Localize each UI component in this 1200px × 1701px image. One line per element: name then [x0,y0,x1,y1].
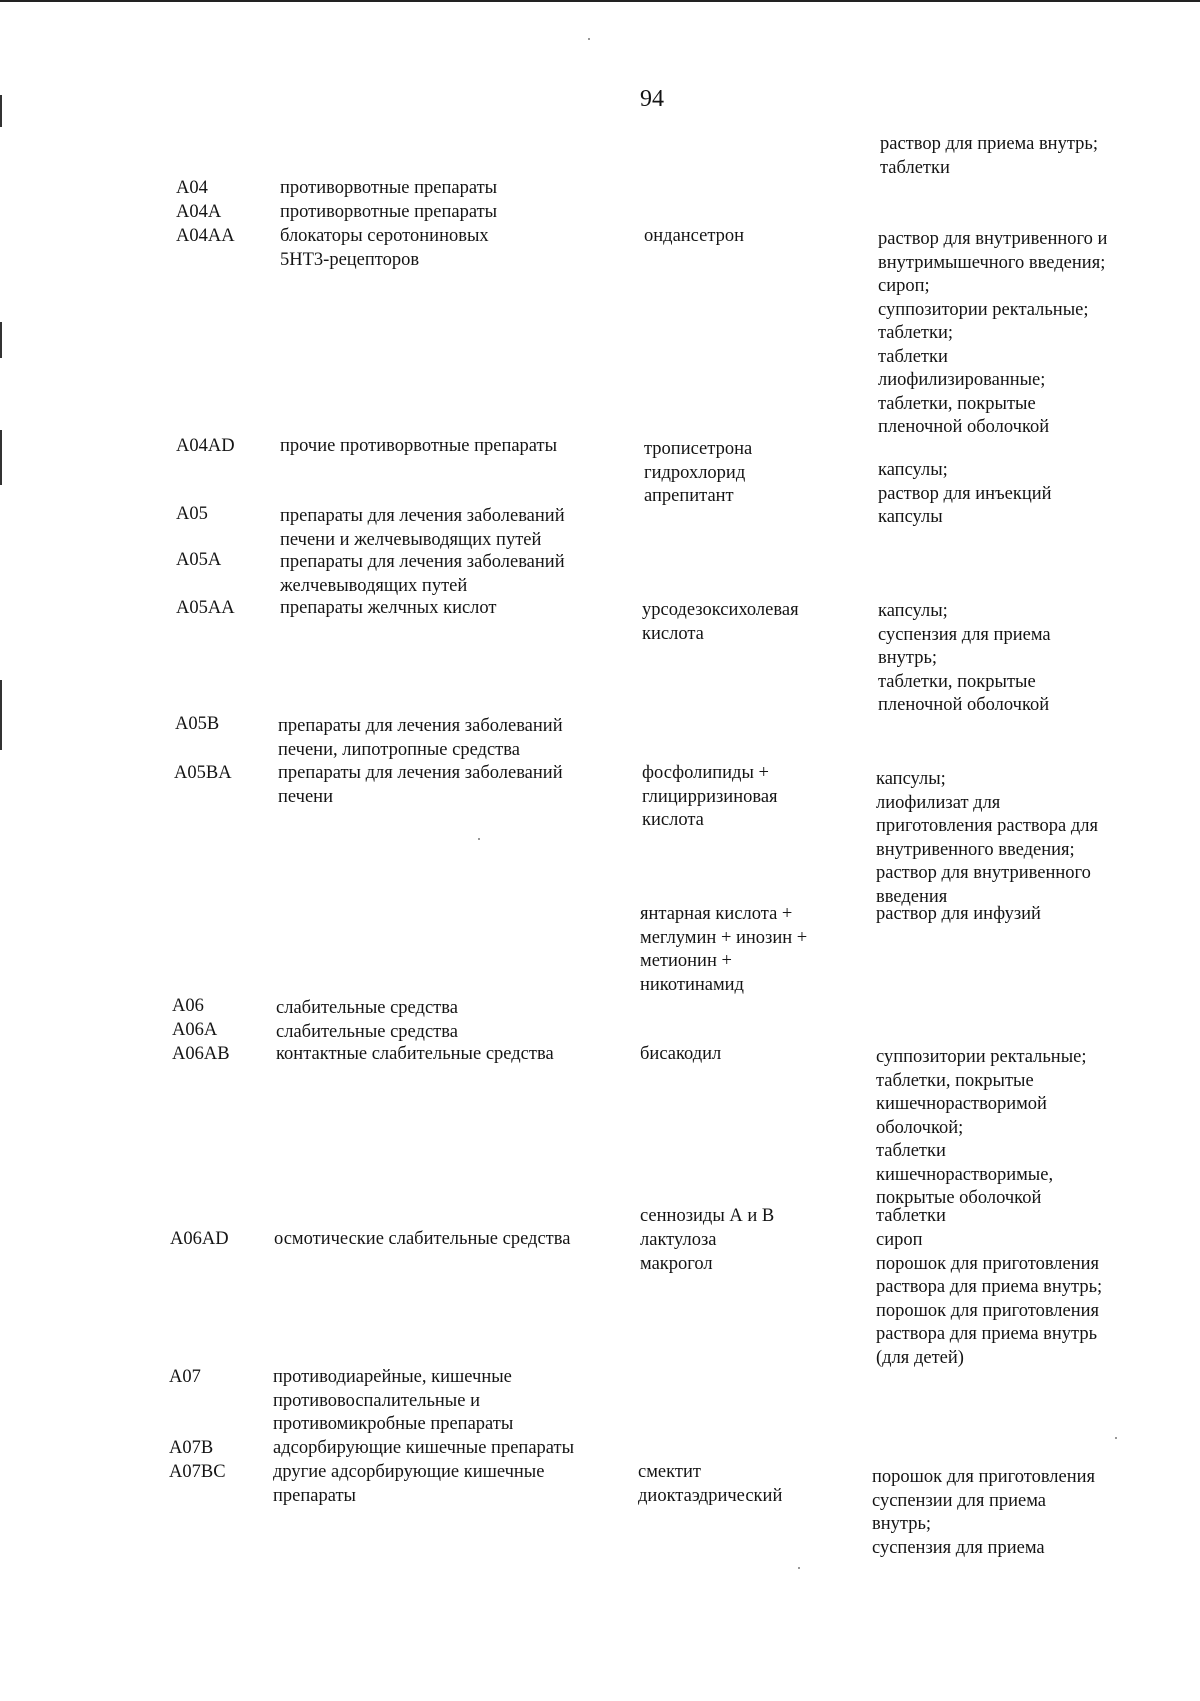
substance-name: сеннозиды А и В [640,1206,775,1226]
atc-group-name-line: препараты для лечения заболеваний [278,716,563,736]
atc-code: A04AA [176,226,235,246]
atc-group-name-line: 5HT3-рецепторов [280,249,420,270]
dosage-form-line: пленочной оболочкой [878,695,1050,715]
substance-name-line: гидрохлорид [644,462,746,483]
substance-name: бисакодил [640,1044,722,1064]
dosage-form-line: раствор для внутривенного и [878,229,1108,249]
top-edge-rule [0,0,1200,2]
dosage-form-line: приготовления раствора для [876,816,1098,836]
atc-group-name: противорвотные препараты [280,178,498,198]
dosage-form-line: порошок для приготовления [876,1300,1100,1321]
dosage-form-line: внутривенного введения; [876,839,1075,860]
dosage-form-line: суппозитории ректальные; [878,299,1089,320]
dosage-form-line: капсулы; [878,601,948,621]
scan-speck [1115,1437,1117,1439]
substance-name-line: фосфолипиды + [642,763,769,783]
atc-code: A07 [169,1367,201,1387]
scan-speck [798,1567,800,1569]
atc-group-name: осмотические слабительные средства [274,1229,571,1249]
atc-group-name-line: препараты [273,1485,356,1506]
atc-code: A05 [176,504,208,524]
atc-group-name-line: печени и желчевыводящих путей [280,529,542,550]
dosage-form-line: кишечнорастворимые, [876,1164,1054,1185]
atc-code: A04AD [176,436,235,456]
atc-group-name: слабительные средства [276,1022,458,1042]
dosage-form-line: раствор для внутривенного [876,863,1091,883]
dosage-form-line: суппозитории ректальные; [876,1047,1087,1067]
atc-group-name-line: печени, липотропные средства [278,739,520,760]
atc-code: A04 [176,178,208,198]
atc-group-name-line: блокаторы серотониновых [280,226,489,246]
atc-group-name-line: препараты для лечения заболеваний [280,552,565,572]
atc-group-name-line: препараты для лечения заболеваний [278,763,563,783]
atc-group-name-line: другие адсорбирующие кишечные [273,1462,545,1482]
substance-name-line: янтарная кислота + [640,904,793,924]
dosage-form-line: раствор для приема внутрь; [880,134,1098,154]
dosage-form-line: суспензии для приема [872,1490,1047,1511]
scan-speck [478,838,480,840]
substance-name-line: метионин + [640,951,732,971]
atc-code: A05A [176,550,222,570]
dosage-form-line: сироп; [878,276,930,296]
atc-group-name: противорвотные препараты [280,202,498,222]
substance-name-line: лактулоза [640,1230,717,1250]
substance-name-line: смектит [638,1462,701,1482]
dosage-form: таблетки [876,1206,946,1226]
dosage-form-line: оболочкой; [876,1117,964,1138]
substance-name-line: глицирризиновая [642,786,778,807]
atc-code: A05AA [176,598,235,618]
atc-code: A04A [176,202,222,222]
dosage-form-line: таблетки [878,346,948,367]
atc-code: A05B [175,714,220,734]
atc-group-name-line: препараты для лечения заболеваний [280,506,565,526]
substance-name-line: меглумин + инозин + [640,927,808,948]
scan-edge-mark [0,322,2,358]
dosage-form-line: кишечнорастворимой [876,1094,1047,1114]
atc-group-name-line: противовоспалительные и [273,1390,480,1411]
dosage-form-line: таблетки; [878,323,954,343]
substance-name-line: апрепитант [644,486,734,506]
atc-group-name-line: печени [278,786,333,807]
atc-code: A07B [169,1438,214,1458]
dosage-form-line: таблетки, покрытые [876,1070,1034,1091]
dosage-form-line: лиофилизированные; [878,370,1046,390]
dosage-form-line: таблетки [876,1141,946,1161]
substance-name-line: кислота [642,810,704,830]
dosage-form-line: порошок для приготовления [872,1467,1096,1487]
dosage-form-line: раствора для приема внутрь; [876,1277,1103,1297]
dosage-form-line: капсулы; [876,769,946,789]
dosage-form-line: (для детей) [876,1347,964,1368]
page-number: 94 [640,86,664,112]
dosage-form-line: порошок для приготовления [876,1253,1100,1274]
dosage-form-line: раствора для приема внутрь [876,1324,1098,1344]
atc-code: A06AD [170,1229,229,1249]
atc-code: A06AB [172,1044,230,1064]
dosage-form-line: лиофилизат для [876,792,1001,813]
substance-name: ондансетрон [644,226,745,246]
atc-code: A06 [172,996,204,1016]
substance-name-line: макрогол [640,1253,713,1274]
scan-edge-mark [0,95,2,127]
atc-code: A07BC [169,1462,226,1482]
substance-name-line: кислота [642,623,704,644]
dosage-form-line: таблетки [880,157,950,178]
dosage-form-line: суспензия для приема [872,1537,1045,1558]
atc-group-name: препараты желчных кислот [280,598,497,618]
dosage-form-line: капсулы; [878,460,948,480]
substance-name-line: никотинамид [640,974,744,995]
scan-edge-mark [0,430,2,485]
dosage-form-line: сироп [876,1230,923,1250]
atc-code: A06A [172,1020,218,1040]
atc-group-name: контактные слабительные средства [276,1044,554,1064]
atc-group-name: адсорбирующие кишечные препараты [273,1438,575,1458]
dosage-form-line: таблетки, покрытые [878,393,1036,414]
dosage-form-line: введения [876,886,948,907]
dosage-form-line: покрытые оболочкой [876,1188,1042,1208]
dosage-form-line: капсулы [878,507,943,527]
atc-group-name-line: желчевыводящих путей [280,575,468,596]
atc-group-name: прочие противорвотные препараты [280,436,558,456]
atc-code: A05BA [174,763,232,783]
scan-edge-mark [0,680,2,750]
dosage-form-line: раствор для инъекций [878,483,1052,504]
substance-name-line: урсодезоксихолевая [642,600,799,620]
substance-name-line: трописетрона [644,439,753,459]
dosage-form-line: внутримышечного введения; [878,252,1106,273]
atc-group-name: слабительные средства [276,998,458,1018]
dosage-form-line: суспензия для приема [878,624,1051,645]
dosage-form-line: пленочной оболочкой [878,417,1050,437]
atc-group-name-line: противодиарейные, кишечные [273,1367,512,1387]
scan-speck [588,38,590,40]
atc-group-name-line: противомикробные препараты [273,1414,514,1434]
substance-name-line: диоктаэдрический [638,1485,783,1506]
dosage-form-line: внутрь; [872,1514,932,1534]
dosage-form-line: таблетки, покрытые [878,671,1036,692]
dosage-form: раствор для инфузий [876,904,1041,924]
dosage-form-line: внутрь; [878,648,938,668]
